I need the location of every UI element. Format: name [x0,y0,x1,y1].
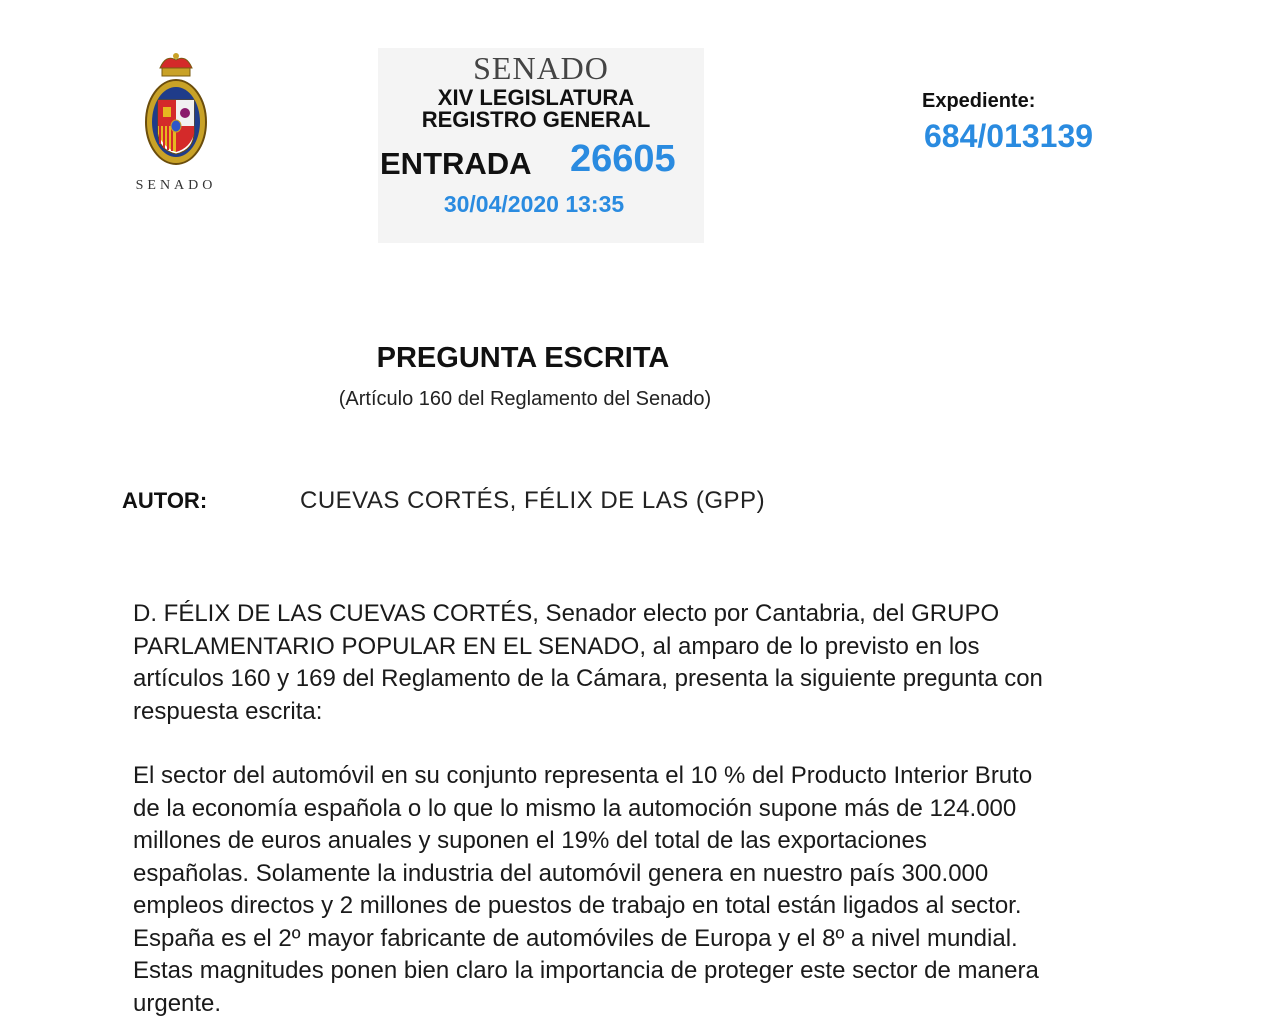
expediente-number: 684/013139 [924,118,1094,154]
paragraph-line: artículos 160 y 169 del Reglamento de la Cámara, presenta la siguiente pregunta con [133,665,1043,692]
registry-stamp [378,48,704,243]
body-paragraph [133,760,1163,1020]
document-title: PREGUNTA ESCRITA [376,342,670,374]
paragraph-line: millones de euros anuales y suponen el 19% del total de las exportaciones [133,827,927,854]
paragraph-line: España es el 2º mayor fabricante de automóviles de Europa y el 8º a nivel mundial. [133,924,1018,952]
paragraph-line: respuesta escrita: [133,697,323,725]
expediente-label: Expediente: [922,90,1036,112]
paragraph-line: de la economía española o lo que lo mismo la automoción supone más de 124.000 [133,794,1017,822]
body-paragraph [133,598,1163,728]
paragraph-line: empleos directos y 2 millones de puestos de trabajo en total están ligados al sector. [133,892,1022,919]
paragraph-line: Estas magnitudes ponen bien claro la importancia de proteger este sector de manera [133,957,1039,984]
stamp-datetime: 30/04/2020 13:35 [443,191,625,217]
paragraph-line: españolas. Solamente la industria del automóvil genera en nuestro país 300.000 [133,859,989,887]
autor-value: CUEVAS CORTÉS, FÉLIX DE LAS (GPP) [300,487,766,514]
stamp-entrada-number: 26605 [570,138,676,180]
paragraph-line: PARLAMENTARIO POPULAR EN EL SENADO, al amparo de lo previsto en los [133,632,980,660]
stamp-legislatura: XIV LEGISLATURA [437,85,635,110]
document-subtitle: (Artículo 160 del Reglamento del Senado) [338,388,712,410]
coat-of-arms-icon [136,52,216,170]
senado-emblem [128,52,224,202]
paragraph-line: urgente. [133,989,222,1017]
paragraph-line: D. FÉLIX DE LAS CUEVAS CORTÉS, Senador electo por Cantabria, del GRUPO [133,600,1000,627]
paragraph-line: El sector del automóvil en su conjunto representa el 10 % del Producto Interior Bruto [133,762,1033,789]
stamp-institution: SENADO [473,50,609,86]
emblem-caption: SENADO [135,178,217,193]
autor-label: AUTOR: [122,488,208,513]
stamp-registro: REGISTRO GENERAL [421,107,651,132]
stamp-entrada-label: ENTRADA [380,146,532,181]
